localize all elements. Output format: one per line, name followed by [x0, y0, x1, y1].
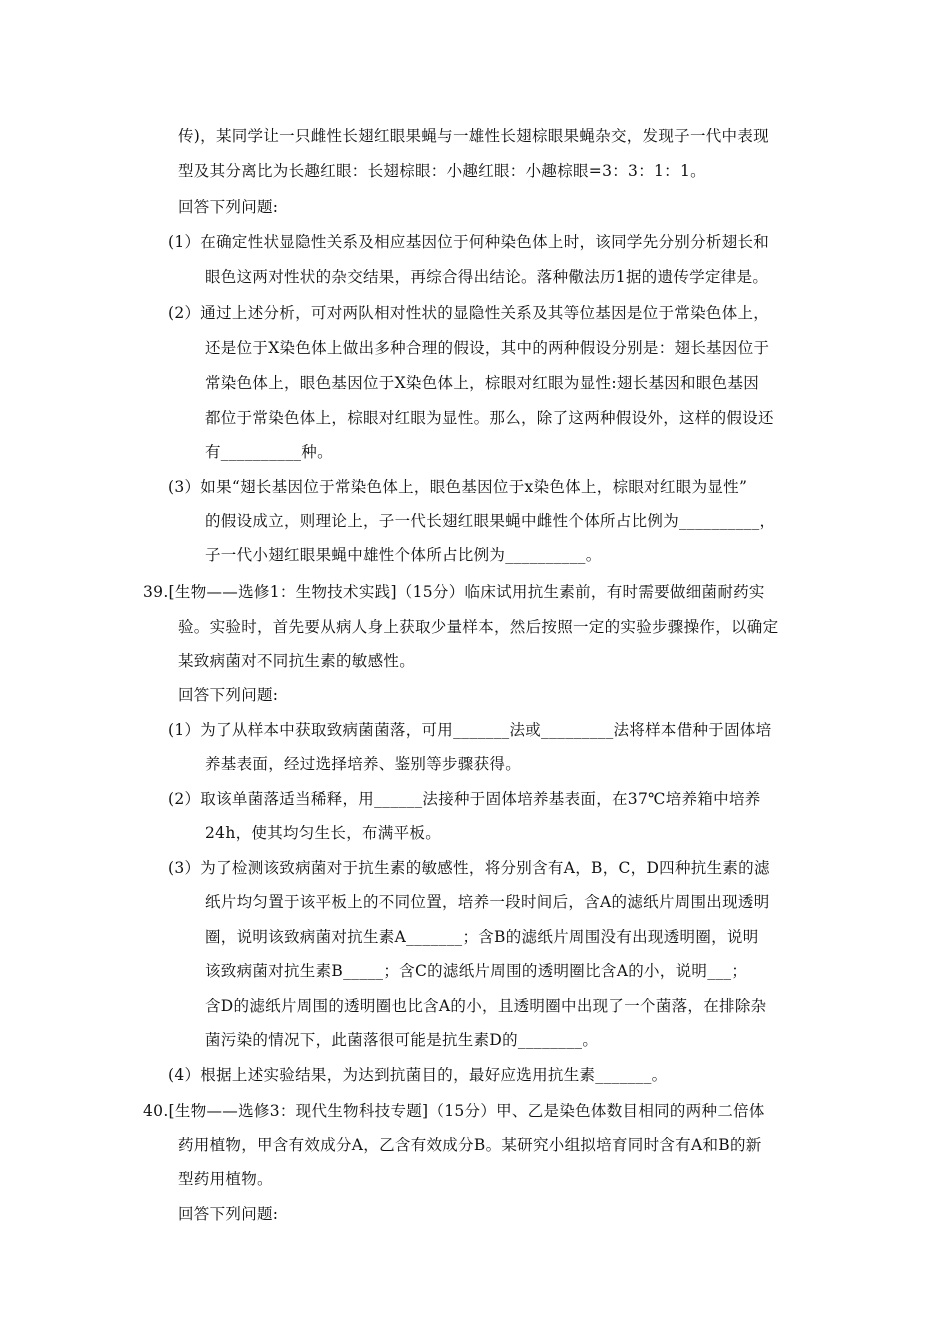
- q38-sub2-line-4: 都位于常染色体上，棕眼对红眼为显性。那么，除了这两种假设外，这样的假设还: [205, 409, 774, 427]
- q39-sub4-line-1: (4）根据上述实验结果，为达到抗菌目的，最好应选用抗生素_______。: [168, 1066, 668, 1084]
- q38-intro-line-2: 型及其分离比为长趣红眼：长翅棕眼：小趣红眼：小趣棕眼=3：3：1：1。: [178, 162, 706, 180]
- q38-sub2-line-3: 常染色体上，眼色基因位于X染色体上，棕眼对红眼为显性:翅长基因和眼色基因: [205, 374, 760, 392]
- q40-intro-line-2: 药用植物，甲含有效成分A，乙含有效成分B。某研究小组拟培育同时含有A和B的新: [178, 1136, 762, 1154]
- q38-sub2-line-5: 有__________种。: [205, 443, 333, 461]
- q39-sub2-line-1: (2）取该单菌落适当稀释，用______法接种于固体培养基表面，在37℃培养箱中培养: [168, 790, 761, 808]
- q39-sub3-line-3: 圈，说明该致病菌对抗生素A_______；含B的滤纸片周围没有出现透明圈，说明: [205, 928, 759, 946]
- q38-sub3-line-3: 子一代小翅红眼果蝇中雄性个体所占比例为__________。: [205, 546, 602, 564]
- q38-sub2-line-1: (2）通过上述分析，可对两队相对性状的显隐性关系及其等位基因是位于常染色体上，: [168, 304, 770, 322]
- q39-intro-line-1: 39.[生物——选修1：生物技术实践]（15分）临床试用抗生素前，有时需要做细菌耐药实: [143, 583, 765, 601]
- q38-sub1-line-1: (1）在确定性状显隐性关系及相应基因位于何种染色体上时，该同学先分别分析翅长和: [168, 233, 770, 251]
- q38-sub1-line-2: 眼色这两对性状的杂交结果，再综合得出结论。落种儆法历1据的遗传学定律是。: [205, 268, 769, 286]
- q39-sub3-line-1: (3）为了检测该致病菌对于抗生素的敏感性，将分别含有A，B，C，D四种抗生素的滤: [168, 859, 770, 877]
- q39-sub3-line-4: 该致病菌对抗生素B_____；含C的滤纸片周围的透明圈比含A的小，说明___；: [205, 962, 748, 980]
- q40-intro-line-3: 型药用植物。: [178, 1170, 273, 1188]
- q39-sub3-line-2: 纸片均匀置于该平板上的不同位置，培养一段时间后，含A的滤纸片周围出现透明: [205, 893, 770, 911]
- q40-prompt: 回答下列问题:: [178, 1205, 279, 1223]
- q38-sub3-line-2: 的假设成立，则理论上，子一代长翅红眼果蝇中雌性个体所占比例为__________，: [205, 512, 776, 530]
- q38-sub2-line-2: 还是位于X染色体上做出多种合理的假设，其中的两种假设分别是：翅长基因位于: [205, 339, 770, 357]
- q40-intro-line-1: 40.[生物——选修3：现代生物科技专题]（15分）甲、乙是染色体数目相同的两种二倍体: [143, 1102, 765, 1120]
- q39-sub3-line-5: 含D的滤纸片周围的透明圈也比含A的小，且透明圈中出现了一个菌落，在排除杂: [205, 997, 767, 1015]
- q38-sub3-line-1: (3）如果“翅长基因位于常染色体上，眼色基因位于x染色体上，棕眼对红眼为显性”: [168, 478, 748, 496]
- q38-prompt: 回答下列问题:: [178, 198, 279, 216]
- q39-sub1-line-1: (1）为了从样本中获取致病菌菌落，可用_______法或_________法将样本借种于固体培: [168, 721, 772, 739]
- q39-sub1-line-2: 养基表面，经过选择培养、鉴别等步骤获得。: [205, 755, 522, 773]
- q39-intro-line-3: 某致病菌对不同抗生素的敏感性。: [178, 652, 416, 670]
- q39-sub3-line-6: 菌污染的情况下，此菌落很可能是抗生素D的________。: [205, 1031, 599, 1049]
- q39-prompt: 回答下列问题:: [178, 686, 279, 704]
- q38-intro-line-1: 传)，某同学让一只雌性长翅红眼果蝇与一雄性长翅棕眼果蝇杂交，发现子一代中表现: [178, 127, 769, 145]
- q39-sub2-line-2: 24h，使其均匀生长，布满平板。: [205, 824, 442, 842]
- q39-intro-line-2: 验。实验时，首先要从病人身上获取少量样本，然后按照一定的实验步骤操作，以确定: [178, 618, 779, 636]
